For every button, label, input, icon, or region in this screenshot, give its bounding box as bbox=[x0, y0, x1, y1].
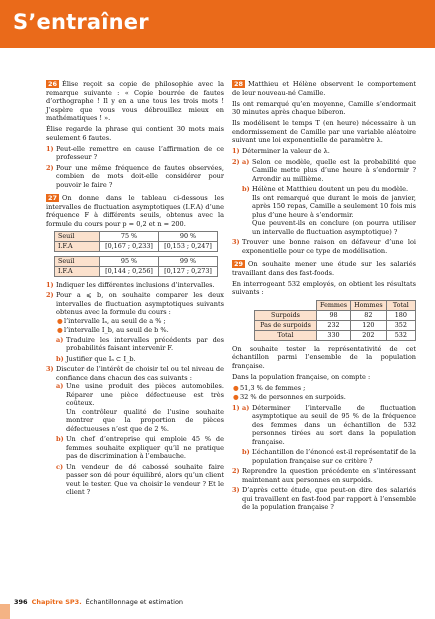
paragraph: Ils modélisent le temps T (en heure) nécessaire à un endormissement de Camille par une variable aléatoire suivant une loi exponentielle de paramètre λ. bbox=[232, 119, 416, 144]
question-number: 3) bbox=[232, 238, 240, 246]
question bbox=[232, 486, 416, 512]
table-cell: 99 % bbox=[159, 256, 218, 266]
right-column bbox=[232, 80, 416, 514]
left-column bbox=[46, 80, 224, 499]
table-row bbox=[255, 320, 416, 330]
exercise-28-intro bbox=[232, 80, 416, 97]
table-cell: Seuil bbox=[55, 256, 100, 266]
table-cell: I.F.A bbox=[55, 266, 100, 276]
sub-question-text: Que peuvent-ils en conclure (on pourra utiliser un intervalle de fluctuation asymptotique) ? bbox=[252, 219, 416, 236]
sub-question-text: Un vendeur de dé cabossé souhaite faire passer son dé pour équilibré, alors qu’un client veut le tester. Que va choisir le vendeur ? Et le client ? bbox=[66, 462, 224, 496]
sub-question bbox=[242, 185, 416, 236]
question-number: 2) bbox=[46, 291, 54, 299]
exercise-26-intro bbox=[46, 80, 224, 123]
exercise-26-text: Élise reçoit sa copie de philosophie avec la remarque suivante : « Copie bourrée de fautes d’orthographe ! Il y en a une tous les trois mots ! J’espère que vous vous débrouillez mieux en mathématiques ! ». bbox=[46, 80, 224, 122]
exercise-28-text: Matthieu et Hélène observent le comportement de leur nouveau-né Camille. bbox=[232, 80, 416, 97]
table-cell: [0,144 ; 0,256] bbox=[100, 266, 159, 276]
question-text: Indiquer les différentes inclusions d’intervalles. bbox=[56, 280, 215, 289]
exercise-number-27: 27 bbox=[48, 194, 58, 202]
sub-question-letter: a) bbox=[56, 382, 64, 390]
table-row bbox=[255, 310, 416, 320]
exercise-26-statement: Élise regarde la phrase qui contient 30 mots mais seulement 6 fautes. bbox=[46, 125, 224, 142]
table-cell: 532 bbox=[386, 330, 415, 340]
chapter-label: Chapitre SP3. bbox=[31, 598, 82, 606]
question bbox=[232, 147, 416, 156]
question bbox=[46, 291, 224, 363]
question-text: Déterminer la valeur de λ. bbox=[242, 147, 330, 155]
sub-question-text: Un chef d’entreprise qui emploie 45 % de femmes souhaite expliquer qu’il ne pratique pas de discrimination à l’embauche. bbox=[66, 435, 224, 460]
table-cell: 120 bbox=[351, 320, 387, 330]
row-header: Total bbox=[255, 330, 317, 340]
exercise-number-26: 26 bbox=[48, 80, 58, 88]
sub-question bbox=[56, 435, 224, 461]
sub-question-letter: b) bbox=[242, 185, 250, 193]
bullet-text: l’intervalle Iₐ, au seuil de a % ; bbox=[64, 316, 166, 325]
bullet-item bbox=[232, 384, 416, 393]
question-number: 3) bbox=[232, 486, 240, 494]
table-cell: [0,167 ; 0,233] bbox=[100, 241, 159, 251]
paragraph: En interrogeant 532 employés, on obtient les résultats suivants : bbox=[232, 279, 416, 296]
sub-question-letter: a) bbox=[56, 335, 64, 344]
table-cell: 202 bbox=[351, 330, 387, 340]
ifa-table-1 bbox=[54, 231, 218, 252]
question-number: 2) bbox=[232, 157, 240, 166]
exercise-number-28: 28 bbox=[234, 80, 244, 88]
question bbox=[46, 145, 224, 162]
exercise-27-intro bbox=[46, 194, 224, 228]
bullet-icon: ● bbox=[233, 383, 239, 392]
table-cell: 180 bbox=[386, 310, 415, 320]
sub-question-text: Selon ce modèle, quelle est la probabilité que Camille mette plus d’une heure à s’endormir ? Arrondir au millième. bbox=[252, 157, 416, 183]
row-header: Pas de surpoids bbox=[255, 320, 317, 330]
question bbox=[232, 158, 416, 237]
table-cell: 98 bbox=[317, 310, 351, 320]
sub-question-letter: a) bbox=[242, 403, 250, 412]
question bbox=[232, 467, 416, 484]
sub-question-text: Ils ont remarqué que durant le mois de janvier, après 150 repas, Camille a seulement 10 fois mis plus d’une heure à s’endormir. bbox=[252, 193, 416, 219]
paragraph: Ils ont remarqué qu’en moyenne, Camille s’endormait 30 minutes après chaque biberon. bbox=[232, 99, 416, 116]
ifa-table-2 bbox=[54, 256, 218, 277]
sub-question bbox=[56, 355, 224, 364]
sub-question bbox=[56, 382, 224, 433]
bullet-text: 32 % de personnes en surpoids. bbox=[240, 393, 346, 401]
question-text: Pour une même fréquence de fautes observées, combien de mots doit-elle considérer pour pouvoir le faire ? bbox=[56, 163, 224, 189]
table-cell: 90 % bbox=[159, 231, 218, 241]
paragraph: Dans la population française, on compte : bbox=[232, 372, 371, 381]
question-text: D’après cette étude, que peut-on dire des salariés qui travaillent en fast-food par rapport à l’ensemble de la population française ? bbox=[242, 486, 416, 511]
sub-question-text: Justifier que Iₐ ⊂ I_b. bbox=[66, 354, 136, 363]
table-cell: [0,153 ; 0,247] bbox=[159, 241, 218, 251]
exercise-number-29: 29 bbox=[234, 260, 244, 268]
table-cell: 75 % bbox=[100, 231, 159, 241]
sub-question-letter: c) bbox=[56, 462, 64, 471]
table-cell: [0,127 ; 0,273] bbox=[159, 266, 218, 276]
question bbox=[232, 238, 416, 255]
page-footer bbox=[14, 598, 183, 606]
sub-question-text: Traduire les intervalles précédents par des probabilités faisant intervenir F. bbox=[66, 335, 224, 352]
sub-question-text: Un contrôleur qualité de l’usine souhaite montrer que la proportion de pièces défectueuses n’est que de 2 %. bbox=[66, 407, 224, 433]
table-corner bbox=[255, 300, 317, 310]
question bbox=[46, 281, 224, 290]
paragraph: On souhaite tester la représentativité de cet échantillon parmi l’ensemble de la population française. bbox=[232, 344, 416, 370]
question-number: 1) bbox=[232, 403, 240, 412]
table-row bbox=[255, 330, 416, 340]
question-number: 1) bbox=[232, 147, 240, 155]
page-edge-tab bbox=[0, 604, 10, 619]
sub-question bbox=[56, 463, 224, 497]
question-text: Trouver une bonne raison en défaveur d’une loi exponentielle pour ce type de modélisation. bbox=[242, 238, 416, 255]
question-number: 1) bbox=[46, 280, 54, 289]
table-cell: 95 % bbox=[100, 256, 159, 266]
row-header: Surpoids bbox=[255, 310, 317, 320]
bullet-icon: ● bbox=[233, 393, 239, 401]
table-header: Hommes bbox=[351, 300, 387, 310]
table-header: Total bbox=[386, 300, 415, 310]
question-number: 1) bbox=[46, 144, 54, 153]
table-cell: 82 bbox=[351, 310, 387, 320]
sub-question-letter: b) bbox=[56, 354, 64, 363]
exercise-27-text: On donne dans le tableau ci-dessous les intervalles de fluctuation asymptotiques (I.F.A) d’une fréquence F à différents seuils, obtenus avec la formule du cours pour p = 0,2 et n = 200. bbox=[46, 194, 224, 228]
sub-question bbox=[242, 158, 416, 184]
sub-question-letter: a) bbox=[242, 157, 250, 166]
question-text: Peut-elle remettre en cause l’affirmation de ce professeur ? bbox=[56, 144, 224, 161]
table-cell: 330 bbox=[317, 330, 351, 340]
sub-question bbox=[56, 336, 224, 353]
question-number: 2) bbox=[232, 467, 240, 475]
page-title: S’entraîner bbox=[13, 10, 149, 34]
sub-question-text: L’échantillon de l’énoncé est-il représentatif de la population française sur ce critère ? bbox=[252, 448, 416, 465]
question-text: Discuter de l’intérêt de choisir tel ou tel niveau de confiance dans chacun des cas suivants : bbox=[56, 365, 224, 382]
sub-question-text: Déterminer l’intervalle de fluctuation asymptotique au seuil de 95 % de la fréquence des femmes dans un échantillon de 532 personnes tirées au sort dans la population française. bbox=[252, 403, 416, 446]
exercise-29-intro bbox=[232, 260, 416, 277]
bullet-icon: ● bbox=[57, 326, 63, 334]
bullet-text: l’intervalle I_b, au seuil de b %. bbox=[64, 326, 169, 334]
sub-question-letter: b) bbox=[242, 448, 250, 456]
sub-question-text: Une usine produit des pièces automobiles. Réparer une pièce défectueuse est très coûteux. bbox=[66, 382, 224, 407]
sub-question-text: Hélène et Matthieu doutent un peu du modèle. bbox=[252, 185, 409, 193]
question-number: 3) bbox=[46, 365, 54, 373]
header-banner bbox=[0, 0, 435, 48]
question bbox=[46, 365, 224, 497]
question bbox=[232, 404, 416, 466]
table-cell: Seuil bbox=[55, 231, 100, 241]
chapter-title: Échantillonnage et estimation bbox=[85, 598, 184, 606]
question bbox=[46, 164, 224, 190]
bullet-item bbox=[232, 393, 416, 402]
table-cell: 352 bbox=[386, 320, 415, 330]
sub-question bbox=[242, 404, 416, 447]
employees-table bbox=[254, 300, 416, 341]
question-text: Reprendre la question précédente en s’intéressant maintenant aux personnes en surpoids. bbox=[242, 467, 416, 484]
exercise-29-text: On souhaite mener une étude sur les salariés travaillant dans des fast-foods. bbox=[232, 260, 416, 277]
table-header: Femmes bbox=[317, 300, 351, 310]
bullet-text: 51,3 % de femmes ; bbox=[240, 383, 306, 392]
table-cell: I.F.A bbox=[55, 241, 100, 251]
question-text: Pour a ⩽ b, on souhaite comparer les deux intervalles de fluctuation asymptotiques suivants obtenus avec la formule du cours : bbox=[56, 291, 224, 316]
bullet-icon: ● bbox=[57, 316, 63, 325]
table-cell: 232 bbox=[317, 320, 351, 330]
bullet-item bbox=[56, 326, 224, 335]
sub-question-letter: b) bbox=[56, 435, 64, 443]
bullet-item bbox=[56, 317, 224, 326]
question-number: 2) bbox=[46, 163, 54, 172]
page-number: 396 bbox=[14, 598, 28, 606]
sub-question bbox=[242, 448, 416, 465]
